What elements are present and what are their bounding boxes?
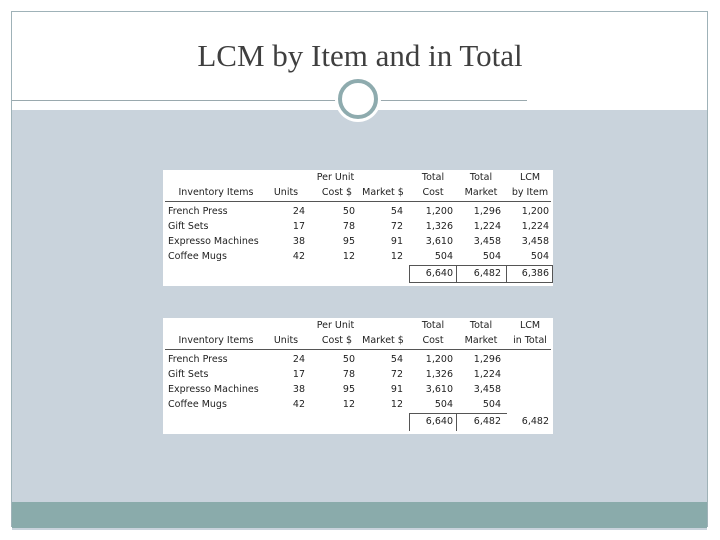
- title-rule-left: [12, 100, 340, 101]
- header-total-cost: Cost: [422, 187, 444, 198]
- item-name: Coffee Mugs: [168, 399, 227, 410]
- market-value: 91: [390, 236, 403, 247]
- market-value: 72: [390, 221, 403, 232]
- grand-total-cost: 6,640: [425, 268, 453, 279]
- item-name: Gift Sets: [168, 221, 209, 232]
- totals-row: [163, 414, 553, 429]
- header-total-market: Market: [464, 335, 498, 346]
- total-cost-value: 504: [434, 399, 453, 410]
- total-cost-value: 1,200: [425, 354, 453, 365]
- header-units: Units: [273, 335, 299, 346]
- total-market-value: 1,224: [473, 369, 501, 380]
- total-cost-value: 1,326: [425, 369, 453, 380]
- item-name: Coffee Mugs: [168, 251, 227, 262]
- item-name: Expresso Machines: [168, 236, 259, 247]
- table-row: [163, 352, 553, 367]
- header-units: Units: [273, 187, 299, 198]
- cost-value: 95: [342, 236, 355, 247]
- market-value: 72: [390, 369, 403, 380]
- item-name: Gift Sets: [168, 369, 209, 380]
- header-items: Inventory Items: [178, 335, 254, 346]
- header-underline: [165, 201, 551, 202]
- units-value: 24: [292, 206, 305, 217]
- header-total-cost-top: Total: [421, 320, 445, 331]
- header-total-market-top: Total: [469, 172, 493, 183]
- header-total-market-top: Total: [469, 320, 493, 331]
- header-lcm-top: LCM: [519, 172, 541, 183]
- market-value: 12: [390, 399, 403, 410]
- units-value: 38: [292, 236, 305, 247]
- market-value: 12: [390, 251, 403, 262]
- table-row: [163, 219, 553, 234]
- table-row: [163, 234, 553, 249]
- totals-row: [163, 266, 553, 281]
- header-market: Market $: [362, 335, 404, 346]
- total-market-value: 504: [482, 399, 501, 410]
- grand-total-cost: 6,640: [425, 416, 453, 427]
- header-items: Inventory Items: [178, 187, 254, 198]
- table-row: [163, 204, 553, 219]
- footer-band: [12, 502, 707, 528]
- total-cost-value: 504: [434, 251, 453, 262]
- header-lcm-top: LCM: [519, 320, 541, 331]
- total-market-value: 1,296: [473, 354, 501, 365]
- lcm-value: 504: [530, 251, 549, 262]
- item-name: French Press: [168, 354, 228, 365]
- lcm-value: 1,224: [521, 221, 549, 232]
- header-cost: Cost $: [321, 335, 353, 346]
- total-cost-value: 1,200: [425, 206, 453, 217]
- ring-ornament-icon: [338, 79, 378, 119]
- total-cost-value: 1,326: [425, 221, 453, 232]
- lcm-value: 1,200: [521, 206, 549, 217]
- cost-value: 78: [342, 221, 355, 232]
- header-per-unit: Per Unit: [316, 172, 355, 183]
- cost-value: 12: [342, 251, 355, 262]
- total-market-value: 1,296: [473, 206, 501, 217]
- item-name: Expresso Machines: [168, 384, 259, 395]
- table-row: [163, 367, 553, 382]
- table-row: [163, 382, 553, 397]
- header-total-cost: Cost: [422, 335, 444, 346]
- header-total-cost-top: Total: [421, 172, 445, 183]
- table-row: [163, 249, 553, 264]
- totals-bottom-border: [409, 282, 553, 283]
- market-value: 54: [390, 354, 403, 365]
- cost-value: 78: [342, 369, 355, 380]
- title-rule-right: [380, 100, 527, 101]
- units-value: 38: [292, 384, 305, 395]
- units-value: 42: [292, 399, 305, 410]
- market-value: 91: [390, 384, 403, 395]
- lcm-by-item-table: [163, 170, 553, 286]
- units-value: 42: [292, 251, 305, 262]
- slide-title: LCM by Item and in Total: [197, 38, 523, 73]
- grand-total-market: 6,482: [473, 416, 501, 427]
- grand-total-lcm: 6,386: [521, 268, 549, 279]
- units-value: 24: [292, 354, 305, 365]
- total-cost-value: 3,610: [425, 384, 453, 395]
- total-market-value: 3,458: [473, 236, 501, 247]
- total-market-value: 3,458: [473, 384, 501, 395]
- header-underline: [165, 349, 551, 350]
- cost-value: 50: [342, 206, 355, 217]
- header-total-market: Market: [464, 187, 498, 198]
- grand-total-market: 6,482: [473, 268, 501, 279]
- total-market-value: 1,224: [473, 221, 501, 232]
- item-name: French Press: [168, 206, 228, 217]
- header-cost: Cost $: [321, 187, 353, 198]
- table-row: [163, 397, 553, 412]
- header-per-unit: Per Unit: [316, 320, 355, 331]
- header-lcm: in Total: [513, 335, 547, 346]
- grand-total-lcm: 6,482: [521, 416, 549, 427]
- header-lcm: by Item: [511, 187, 549, 198]
- market-value: 54: [390, 206, 403, 217]
- lcm-in-total-table: [163, 318, 553, 434]
- total-cost-value: 3,610: [425, 236, 453, 247]
- lcm-value: 3,458: [521, 236, 549, 247]
- units-value: 17: [292, 221, 305, 232]
- total-market-value: 504: [482, 251, 501, 262]
- cost-value: 50: [342, 354, 355, 365]
- cost-value: 95: [342, 384, 355, 395]
- units-value: 17: [292, 369, 305, 380]
- header-market: Market $: [362, 187, 404, 198]
- cost-value: 12: [342, 399, 355, 410]
